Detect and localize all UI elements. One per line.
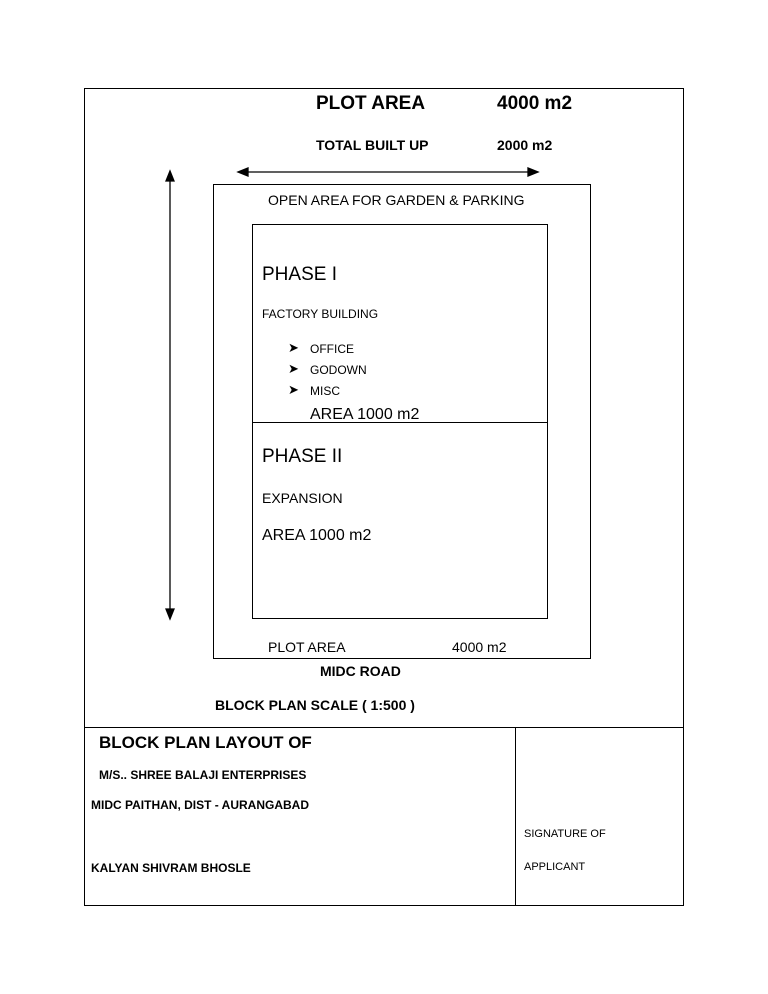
phase1-item-misc: MISC bbox=[310, 384, 340, 398]
built-up-label: TOTAL BUILT UP bbox=[316, 137, 429, 153]
applicant-name: KALYAN SHIVRAM BHOSLE bbox=[91, 861, 251, 875]
firm-location: MIDC PAITHAN, DIST - AURANGABAD bbox=[91, 798, 309, 812]
road-label: MIDC ROAD bbox=[320, 663, 401, 679]
plot-area-value: 4000 m2 bbox=[497, 93, 573, 114]
bullet-icon: ➤ bbox=[288, 340, 299, 355]
built-up-value: 2000 m2 bbox=[497, 137, 553, 153]
signature-label-line2: APPLICANT bbox=[524, 861, 586, 873]
phase1-item-godown: GODOWN bbox=[310, 363, 367, 377]
phase2-area: AREA 1000 m2 bbox=[262, 527, 372, 544]
title-heading: BLOCK PLAN LAYOUT OF bbox=[99, 733, 312, 752]
scale-label: BLOCK PLAN SCALE ( 1:500 ) bbox=[215, 697, 415, 713]
phase1-item-office: OFFICE bbox=[310, 342, 354, 356]
arrowhead-up bbox=[166, 171, 174, 181]
signature-label-line1: SIGNATURE OF bbox=[524, 828, 606, 840]
arrowhead-left bbox=[238, 168, 248, 176]
arrowhead-right bbox=[528, 168, 538, 176]
bottom-plot-area-value: 4000 m2 bbox=[452, 639, 507, 655]
arrowhead-down bbox=[166, 609, 174, 619]
phase2-subtitle: EXPANSION bbox=[262, 490, 343, 506]
bottom-plot-area-label: PLOT AREA bbox=[268, 639, 346, 655]
phase1-subtitle: FACTORY BUILDING bbox=[262, 307, 379, 321]
phase2-title: PHASE II bbox=[262, 446, 343, 467]
firm-name: M/S.. SHREE BALAJI ENTERPRISES bbox=[99, 768, 307, 782]
phase1-area: AREA 1000 m2 bbox=[310, 406, 420, 423]
phase1-title: PHASE I bbox=[262, 264, 337, 285]
bullet-icon: ➤ bbox=[288, 382, 299, 397]
open-area-label: OPEN AREA FOR GARDEN & PARKING bbox=[268, 192, 525, 208]
plot-area-label: PLOT AREA bbox=[316, 93, 426, 114]
bullet-icon: ➤ bbox=[288, 361, 299, 376]
